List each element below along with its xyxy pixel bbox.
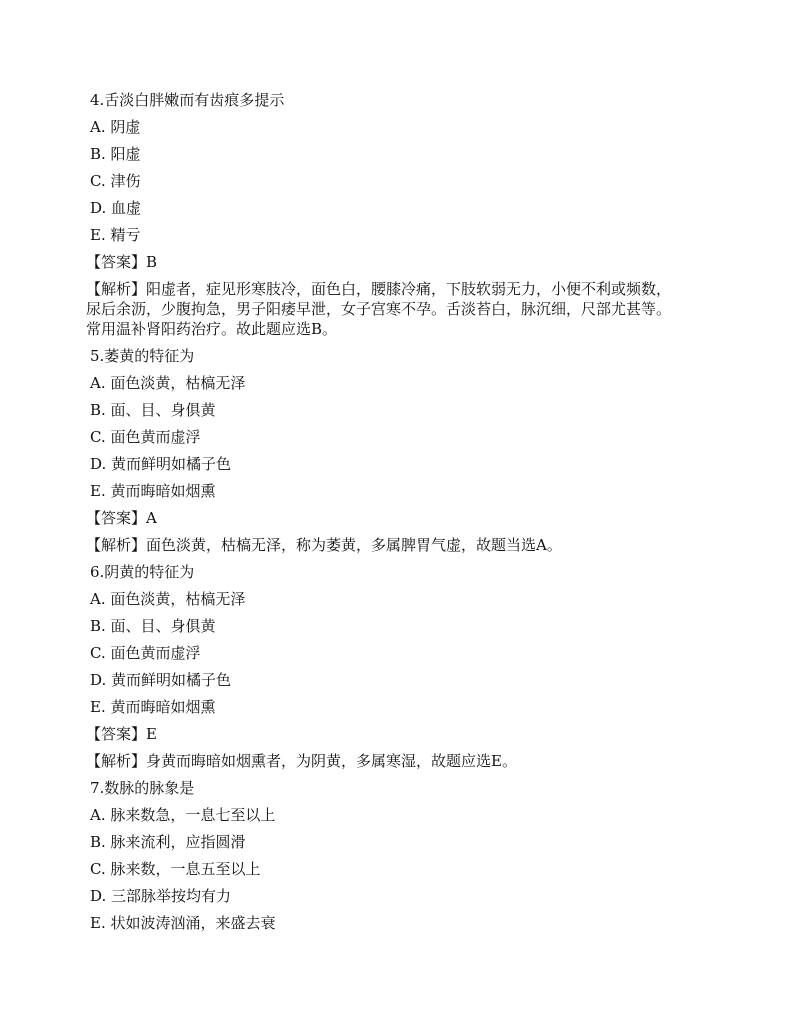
explanation-line: 尿后余沥，少腹拘急，男子阳痿早泄，女子宫寒不孕。舌淡苔白，脉沉细，尺部尤甚等。 xyxy=(86,300,672,318)
answer: 【答案】B xyxy=(86,253,158,271)
explanation-line: 常用温补肾阳药治疗。故此题应选B。 xyxy=(86,320,338,338)
option-a: A. 面色淡黄，枯槁无泽 xyxy=(90,590,246,608)
answer: 【答案】A xyxy=(86,509,157,527)
answer: 【答案】E xyxy=(86,725,157,743)
option-d: D. 血虚 xyxy=(90,199,142,217)
explanation xyxy=(86,279,702,339)
option-b: B. 脉来流利，应指圆滑 xyxy=(90,833,246,851)
option-d: D. 黄而鲜明如橘子色 xyxy=(90,455,232,473)
explanation-line: 【解析】身黄而晦暗如烟熏者，为阴黄，多属寒湿，故题应选E。 xyxy=(86,752,517,770)
explanation-line: 【解析】面色淡黄，枯槁无泽，称为萎黄，多属脾胃气虚，故题当选A。 xyxy=(86,536,562,554)
option-e: E. 黄而晦暗如烟熏 xyxy=(90,482,216,500)
option-d: D. 三部脉举按均有力 xyxy=(90,887,232,905)
option-e: E. 精亏 xyxy=(90,226,141,244)
document-page xyxy=(86,90,702,940)
option-b: B. 面、目、身俱黄 xyxy=(90,401,216,419)
option-a: A. 脉来数急，一息七至以上 xyxy=(90,806,276,824)
option-a: A. 面色淡黄，枯槁无泽 xyxy=(90,374,246,392)
question-6 xyxy=(86,562,702,771)
explanation-line: 【解析】阳虚者，症见形寒肢冷，面色白，腰膝冷痛，下肢软弱无力，小便不利或频数， xyxy=(86,280,672,298)
question-title: 6.阴黄的特征为 xyxy=(90,563,195,581)
option-c: C. 面色黄而虚浮 xyxy=(90,428,201,446)
option-e: E. 状如波涛汹涌，来盛去衰 xyxy=(90,914,276,932)
explanation xyxy=(86,751,702,771)
question-title: 7.数脉的脉象是 xyxy=(90,779,195,797)
option-c: C. 面色黄而虚浮 xyxy=(90,644,201,662)
option-b: B. 面、目、身俱黄 xyxy=(90,617,216,635)
question-title: 5.萎黄的特征为 xyxy=(90,347,195,365)
explanation xyxy=(86,535,702,555)
option-c: C. 脉来数，一息五至以上 xyxy=(90,860,261,878)
option-a: A. 阴虚 xyxy=(90,118,141,136)
option-b: B. 阳虚 xyxy=(90,145,141,163)
option-c: C. 津伤 xyxy=(90,172,141,190)
question-5 xyxy=(86,346,702,555)
option-e: E. 黄而晦暗如烟熏 xyxy=(90,698,216,716)
question-title: 4.舌淡白胖嫩而有齿痕多提示 xyxy=(90,91,285,109)
question-7 xyxy=(90,778,702,933)
option-d: D. 黄而鲜明如橘子色 xyxy=(90,671,232,689)
question-4 xyxy=(86,90,702,339)
